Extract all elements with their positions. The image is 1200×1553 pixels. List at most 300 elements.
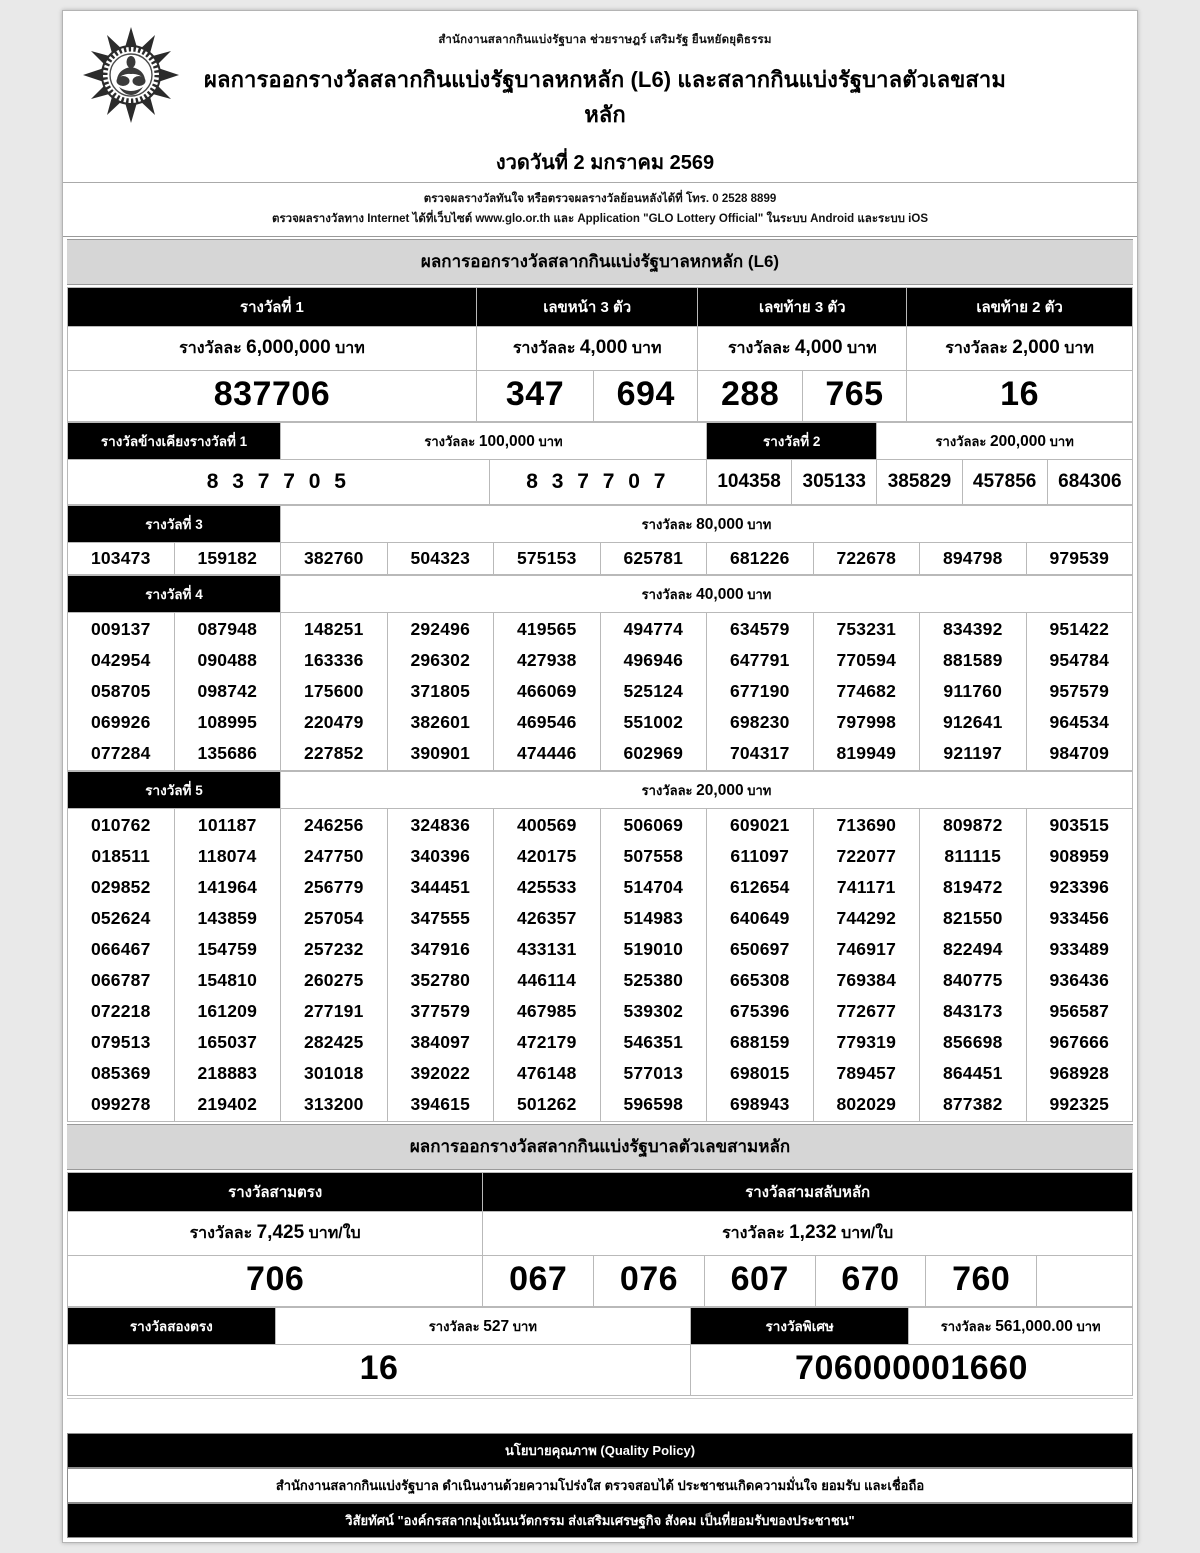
prize5-column bbox=[813, 809, 920, 1122]
prize4-number: 469546 bbox=[516, 712, 577, 733]
rate-prize3 bbox=[281, 506, 1133, 543]
prize4-number: 098742 bbox=[197, 681, 258, 702]
straight-number: 706 bbox=[68, 1256, 483, 1307]
prize5-number: 611097 bbox=[730, 846, 790, 867]
header-prize3: รางวัลที่ 3 bbox=[68, 506, 281, 543]
prize5-number: 446114 bbox=[517, 970, 577, 991]
policy-title: นโยบายคุณภาพ (Quality Policy) bbox=[67, 1433, 1133, 1468]
prize5-number: 722077 bbox=[836, 846, 897, 867]
prize3-number: 625781 bbox=[600, 543, 707, 575]
prize5-number: 257054 bbox=[303, 908, 364, 929]
prize3-table bbox=[67, 505, 1133, 575]
prize5-number: 340396 bbox=[410, 846, 471, 867]
prize5-number: 596598 bbox=[623, 1094, 684, 1115]
rate-adjacent-prize bbox=[281, 423, 707, 460]
prize4-number: 371805 bbox=[410, 681, 471, 702]
rate-amount: 80,000 bbox=[696, 515, 744, 533]
prize5-number: 257232 bbox=[303, 939, 364, 960]
prize4-number: 964534 bbox=[1049, 712, 1110, 733]
prize5-column bbox=[387, 809, 494, 1122]
rate-unit: บาท bbox=[512, 1318, 537, 1334]
prize3-number-row bbox=[68, 543, 1133, 575]
rate-prefix: รางวัลละ bbox=[428, 1318, 480, 1334]
prize5-number: 789457 bbox=[836, 1063, 897, 1084]
rate-unit: บาท/ใบ bbox=[841, 1225, 894, 1243]
adjacent-prize2-table bbox=[67, 422, 1133, 505]
prize5-number: 933456 bbox=[1049, 908, 1110, 929]
permutation-number: 076 bbox=[594, 1256, 705, 1307]
prize5-number: 324836 bbox=[410, 815, 471, 836]
prize5-number: 840775 bbox=[942, 970, 1003, 991]
prize4-number: 108995 bbox=[197, 712, 258, 733]
rate-unit: บาท bbox=[1076, 1318, 1101, 1334]
prize5-table bbox=[67, 771, 1133, 1122]
prize4-number: 647791 bbox=[729, 650, 790, 671]
prize5-number: 377579 bbox=[410, 1001, 471, 1022]
header-last3: เลขท้าย 3 ตัว bbox=[698, 288, 907, 327]
vision-statement: วิสัยทัศน์ "องค์กรสลากมุ่งเน้นนวัตกรรม ส่งเสริมเศรษฐกิจ สังคม เป็นที่ยอมรับของประชาชน" bbox=[67, 1503, 1133, 1538]
prize5-number: 772677 bbox=[836, 1001, 897, 1022]
contact-phone-line: ตรวจผลรางวัลทันใจ หรือตรวจผลรางวัลย้อนหลังได้ที่ โทร. 0 2528 8899 bbox=[423, 193, 777, 205]
prize4-column bbox=[387, 613, 494, 771]
rate-prefix: รางวัลละ bbox=[189, 1225, 253, 1243]
prize5-number: 301018 bbox=[303, 1063, 364, 1084]
prize5-number: 476148 bbox=[516, 1063, 577, 1084]
prize5-number: 010762 bbox=[90, 815, 151, 836]
prize5-number: 923396 bbox=[1049, 877, 1110, 898]
prize2-number: 305133 bbox=[792, 460, 877, 505]
prize3-number: 382760 bbox=[281, 543, 388, 575]
prize5-number: 467985 bbox=[516, 1001, 577, 1022]
prize5-number: 154759 bbox=[197, 939, 258, 960]
prize5-number: 260275 bbox=[303, 970, 364, 991]
prize5-number: 420175 bbox=[516, 846, 577, 867]
rate-last3 bbox=[698, 327, 907, 371]
rate-prefix: รางวัลละ bbox=[179, 340, 242, 358]
rate-amount: 100,000 bbox=[478, 432, 535, 450]
prize5-number: 525380 bbox=[623, 970, 684, 991]
prize5-number: 143859 bbox=[197, 908, 258, 929]
prize5-number: 472179 bbox=[516, 1032, 577, 1053]
prize5-number: 118074 bbox=[197, 846, 257, 867]
prize4-number: 042954 bbox=[90, 650, 151, 671]
prize4-number: 382601 bbox=[410, 712, 471, 733]
front3-number: 347 bbox=[476, 371, 593, 422]
quality-policy-footer bbox=[67, 1433, 1133, 1538]
rate-amount: 2,000 bbox=[1012, 337, 1060, 359]
contact-info bbox=[63, 183, 1137, 237]
prize5-number: 809872 bbox=[942, 815, 1003, 836]
rate-prize4 bbox=[281, 576, 1133, 613]
prize4-number: 220479 bbox=[303, 712, 364, 733]
rate-amount: 4,000 bbox=[794, 337, 843, 359]
prize4-number: 770594 bbox=[836, 650, 897, 671]
special-number: 706000001660 bbox=[691, 1345, 1133, 1396]
last3-number: 765 bbox=[802, 371, 906, 422]
permutation-number: 670 bbox=[815, 1256, 926, 1307]
header-adjacent-prize: รางวัลข้างเคียงรางวัลที่ 1 bbox=[68, 423, 281, 460]
rate-amount: 527 bbox=[483, 1317, 510, 1335]
prize5-number: 640649 bbox=[729, 908, 790, 929]
front3-number: 694 bbox=[594, 371, 698, 422]
prize5-number: 247750 bbox=[303, 846, 364, 867]
rate-amount: 20,000 bbox=[696, 781, 744, 799]
prize4-number: 634579 bbox=[729, 619, 790, 640]
prize5-number: 394615 bbox=[410, 1094, 471, 1115]
prize5-number: 675396 bbox=[729, 1001, 790, 1022]
header-special: รางวัลพิเศษ bbox=[691, 1308, 909, 1345]
prize5-number: 514983 bbox=[623, 908, 684, 929]
rate-unit: บาท bbox=[747, 516, 772, 532]
prize5-number: 779319 bbox=[836, 1032, 897, 1053]
prize2-number: 385829 bbox=[877, 460, 962, 505]
page-title: ผลการออกรางวัลสลากกินแบ่งรัฐบาลหกหลัก (L6) และสลากกินแบ่งรัฐบาลตัวเลขสามหลัก bbox=[204, 67, 1006, 127]
policy-body: สำนักงานสลากกินแบ่งรัฐบาล ดำเนินงานด้วยความโปร่งใส ตรวจสอบได้ ประชาชนเกิดความมั่นใจ ยอมรับ และเชื่อถือ bbox=[67, 1468, 1133, 1503]
prize4-number: 834392 bbox=[942, 619, 1003, 640]
prize4-number: 911760 bbox=[943, 681, 1003, 702]
prize4-number: 227852 bbox=[303, 743, 364, 764]
rate-prize2 bbox=[877, 423, 1133, 460]
rate-amount: 6,000,000 bbox=[246, 337, 331, 359]
prize5-number: 433131 bbox=[516, 939, 577, 960]
l6-section-title: ผลการออกรางวัลสลากกินแบ่งรัฐบาลหกหลัก (L6) bbox=[67, 239, 1133, 285]
prize3-number: 103473 bbox=[68, 543, 175, 575]
prize5-number: 577013 bbox=[623, 1063, 684, 1084]
prize4-number: 087948 bbox=[197, 619, 258, 640]
prize4-number: 698230 bbox=[729, 712, 790, 733]
adjacent-number: 8 3 7 7 0 7 bbox=[489, 460, 706, 505]
adjacent-prize2-number-row bbox=[68, 460, 1133, 505]
prize4-number: 009137 bbox=[90, 619, 151, 640]
rate-prefix: รางวัลละ bbox=[641, 586, 693, 602]
prize5-number: 392022 bbox=[410, 1063, 471, 1084]
prize4-column bbox=[707, 613, 814, 771]
rate-unit: บาท bbox=[846, 340, 877, 358]
header-prize2: รางวัลที่ 2 bbox=[706, 423, 876, 460]
rate-prefix: รางวัลละ bbox=[641, 516, 693, 532]
prize5-number: 650697 bbox=[729, 939, 790, 960]
rate-last2 bbox=[907, 327, 1133, 371]
prize5-column bbox=[494, 809, 601, 1122]
rate-straight bbox=[68, 1212, 483, 1256]
prize3-number: 159182 bbox=[174, 543, 281, 575]
prize5-number: 665308 bbox=[729, 970, 790, 991]
prize5-number: 066467 bbox=[90, 939, 151, 960]
prize5-number: 713690 bbox=[836, 815, 897, 836]
prize4-column bbox=[813, 613, 920, 771]
rate-unit: บาท bbox=[335, 340, 365, 358]
prize5-number: 141964 bbox=[197, 877, 258, 898]
prize5-number: 956587 bbox=[1049, 1001, 1110, 1022]
rate-prefix: รางวัลละ bbox=[727, 340, 791, 358]
prize5-number: 698015 bbox=[729, 1063, 790, 1084]
prize5-number: 313200 bbox=[303, 1094, 364, 1115]
prize5-number: 218883 bbox=[197, 1063, 258, 1084]
prize4-column bbox=[68, 613, 175, 771]
contact-internet-line: ตรวจผลรางวัลทาง Internet ได้ที่เว็บไซต์ www.glo.or.th และ Application "GLO Lottery Official" ในระบบ Android และระบบ iOS bbox=[271, 213, 928, 226]
rate-two-straight bbox=[275, 1308, 690, 1345]
prize4-number: 954784 bbox=[1049, 650, 1110, 671]
prize3-number: 575153 bbox=[494, 543, 601, 575]
l6-top-table bbox=[67, 287, 1133, 422]
prize5-number: 501262 bbox=[516, 1094, 577, 1115]
l3-number-row bbox=[68, 1256, 1133, 1307]
adjacent-number: 8 3 7 7 0 5 bbox=[68, 460, 490, 505]
prize5-number: 546351 bbox=[623, 1032, 684, 1053]
prize4-number-row bbox=[68, 613, 1133, 771]
l3-section-title: ผลการออกรางวัลสลากกินแบ่งรัฐบาลตัวเลขสามหลัก bbox=[67, 1124, 1133, 1170]
prize5-number: 992325 bbox=[1049, 1094, 1110, 1115]
prize4-number: 077284 bbox=[90, 743, 151, 764]
prize4-number: 175600 bbox=[303, 681, 364, 702]
first-prize-number: 837706 bbox=[68, 371, 477, 422]
prize5-column bbox=[174, 809, 281, 1122]
prize4-number: 090488 bbox=[197, 650, 258, 671]
prize4-number: 058705 bbox=[90, 681, 151, 702]
prize5-number: 864451 bbox=[942, 1063, 1003, 1084]
prize5-number: 802029 bbox=[836, 1094, 897, 1115]
l3-special-table bbox=[67, 1307, 1133, 1396]
prize5-number: 506069 bbox=[623, 815, 684, 836]
l3-special-header-row bbox=[68, 1308, 1133, 1345]
prize5-number: 968928 bbox=[1049, 1063, 1110, 1084]
prize4-column bbox=[494, 613, 601, 771]
prize4-number: 148251 bbox=[303, 619, 364, 640]
rate-unit: บาท bbox=[747, 782, 772, 798]
prize5-number: 347555 bbox=[410, 908, 471, 929]
prize5-number: 877382 bbox=[942, 1094, 1003, 1115]
prize5-number: 344451 bbox=[410, 877, 471, 898]
header-prize4: รางวัลที่ 4 bbox=[68, 576, 281, 613]
prize5-number: 539302 bbox=[623, 1001, 684, 1022]
prize2-number: 457856 bbox=[962, 460, 1047, 505]
prize4-number: 292496 bbox=[410, 619, 471, 640]
prize4-number: 951422 bbox=[1049, 619, 1110, 640]
prize5-number: 688159 bbox=[729, 1032, 790, 1053]
l3-table bbox=[67, 1172, 1133, 1307]
rate-prize5 bbox=[281, 772, 1133, 809]
rate-prefix: รางวัลละ bbox=[512, 340, 576, 358]
prize5-number: 352780 bbox=[410, 970, 471, 991]
prize5-number: 856698 bbox=[942, 1032, 1003, 1053]
header-two-straight: รางวัลสองตรง bbox=[68, 1308, 276, 1345]
prize5-number: 384097 bbox=[410, 1032, 471, 1053]
rate-prefix: รางวัลละ bbox=[424, 433, 476, 449]
prize4-number: 466069 bbox=[516, 681, 577, 702]
prize5-number: 933489 bbox=[1049, 939, 1110, 960]
prize4-number: 912641 bbox=[942, 712, 1003, 733]
prize5-number: 514704 bbox=[623, 877, 684, 898]
prize5-number: 425533 bbox=[516, 877, 577, 898]
prize5-number: 811115 bbox=[944, 846, 1002, 867]
rate-prefix: รางวัลละ bbox=[641, 782, 693, 798]
prize5-number: 612654 bbox=[729, 877, 790, 898]
prize4-number: 496946 bbox=[623, 650, 684, 671]
l3-header-row bbox=[68, 1173, 1133, 1212]
rate-special bbox=[909, 1308, 1133, 1345]
prize5-number: 072218 bbox=[90, 1001, 151, 1022]
prize5-number: 154810 bbox=[197, 970, 258, 991]
prize4-column bbox=[174, 613, 281, 771]
rate-amount: 200,000 bbox=[990, 432, 1047, 450]
prize4-number: 427938 bbox=[516, 650, 577, 671]
prize4-column bbox=[600, 613, 707, 771]
prize5-number: 085369 bbox=[90, 1063, 151, 1084]
prize3-header-row bbox=[68, 506, 1133, 543]
rate-unit: บาท bbox=[747, 586, 772, 602]
prize4-number: 753231 bbox=[836, 619, 897, 640]
prize3-number: 681226 bbox=[707, 543, 814, 575]
l6-top-number-row bbox=[68, 371, 1133, 422]
prize4-number: 390901 bbox=[410, 743, 471, 764]
sheet-header bbox=[63, 11, 1137, 183]
result-sheet bbox=[62, 10, 1138, 1543]
prize3-number: 504323 bbox=[387, 543, 494, 575]
header-permutation: รางวัลสามสลับหลัก bbox=[483, 1173, 1133, 1212]
prize4-column bbox=[281, 613, 388, 771]
permutation-number: 760 bbox=[926, 1256, 1037, 1307]
prize4-number: 474446 bbox=[516, 743, 577, 764]
prize5-number: 903515 bbox=[1049, 815, 1110, 836]
prize5-number: 741171 bbox=[836, 877, 896, 898]
header-last2: เลขท้าย 2 ตัว bbox=[907, 288, 1133, 327]
prize5-number: 029852 bbox=[90, 877, 151, 898]
rate-front3 bbox=[476, 327, 698, 371]
blank-area bbox=[67, 1398, 1133, 1433]
prize5-number: 609021 bbox=[729, 815, 790, 836]
prize5-number: 256779 bbox=[303, 877, 364, 898]
prize4-number: 419565 bbox=[516, 619, 577, 640]
prize4-number: 774682 bbox=[836, 681, 897, 702]
adjacent-prize2-header-row bbox=[68, 423, 1133, 460]
rate-unit: บาท/ใบ bbox=[308, 1225, 361, 1243]
rate-prefix: รางวัลละ bbox=[945, 340, 1008, 358]
header-first-prize: รางวัลที่ 1 bbox=[68, 288, 477, 327]
rate-prefix: รางวัลละ bbox=[940, 1318, 992, 1334]
prize5-number: 822494 bbox=[942, 939, 1003, 960]
permutation-number: 607 bbox=[704, 1256, 815, 1307]
prize5-number: 219402 bbox=[197, 1094, 258, 1115]
prize5-number: 967666 bbox=[1049, 1032, 1110, 1053]
prize5-number: 843173 bbox=[942, 1001, 1003, 1022]
prize5-number: 769384 bbox=[836, 970, 897, 991]
last3-number: 288 bbox=[698, 371, 802, 422]
l6-top-header-row bbox=[68, 288, 1133, 327]
prize5-number-row bbox=[68, 809, 1133, 1122]
rate-unit: บาท bbox=[631, 340, 662, 358]
l3-special-number-row bbox=[68, 1345, 1133, 1396]
prize4-number: 819949 bbox=[836, 743, 897, 764]
prize5-column bbox=[1026, 809, 1133, 1122]
prize5-number: 165037 bbox=[197, 1032, 258, 1053]
prize4-number: 069926 bbox=[90, 712, 151, 733]
header-straight: รางวัลสามตรง bbox=[68, 1173, 483, 1212]
header-prize5: รางวัลที่ 5 bbox=[68, 772, 281, 809]
prize5-number: 101187 bbox=[197, 815, 257, 836]
two-straight-number: 16 bbox=[68, 1345, 691, 1396]
permutation-number: 067 bbox=[483, 1256, 594, 1307]
prize5-column bbox=[281, 809, 388, 1122]
draw-date: งวดวันที่ 2 มกราคม 2569 bbox=[495, 152, 715, 174]
prize5-number: 821550 bbox=[942, 908, 1003, 929]
prize5-column bbox=[68, 809, 175, 1122]
prize5-number: 400569 bbox=[516, 815, 577, 836]
prize3-number: 979539 bbox=[1026, 543, 1133, 575]
prize4-number: 163336 bbox=[303, 650, 364, 671]
prize5-number: 277191 bbox=[303, 1001, 364, 1022]
prize3-number: 894798 bbox=[920, 543, 1027, 575]
prize4-number: 984709 bbox=[1049, 743, 1110, 764]
org-motto: สำนักงานสลากกินแบ่งรัฐบาล ช่วยราษฎร์ เสริมรัฐ ยืนหยัดยุติธรรม bbox=[438, 34, 772, 46]
prize5-number: 161209 bbox=[197, 1001, 258, 1022]
prize4-number: 677190 bbox=[729, 681, 790, 702]
prize2-number: 684306 bbox=[1047, 460, 1132, 505]
prize5-number: 936436 bbox=[1049, 970, 1110, 991]
prize5-number: 018511 bbox=[91, 846, 151, 867]
prize4-table bbox=[67, 575, 1133, 771]
prize5-number: 246256 bbox=[303, 815, 364, 836]
prize4-number: 135686 bbox=[197, 743, 258, 764]
prize4-number: 602969 bbox=[623, 743, 684, 764]
rate-permutation bbox=[483, 1212, 1133, 1256]
rate-amount: 1,232 bbox=[789, 1222, 837, 1244]
prize5-number: 079513 bbox=[90, 1032, 151, 1053]
rate-unit: บาท bbox=[1064, 340, 1094, 358]
prize5-number: 908959 bbox=[1049, 846, 1110, 867]
prize5-number: 052624 bbox=[90, 908, 151, 929]
prize5-number: 426357 bbox=[516, 908, 577, 929]
prize4-number: 797998 bbox=[836, 712, 897, 733]
prize5-number: 282425 bbox=[303, 1032, 364, 1053]
prize5-number: 698943 bbox=[729, 1094, 790, 1115]
prize5-number: 066787 bbox=[90, 970, 151, 991]
rate-prefix: รางวัลละ bbox=[935, 433, 987, 449]
prize5-number: 819472 bbox=[942, 877, 1003, 898]
rate-amount: 4,000 bbox=[579, 337, 628, 359]
rate-amount: 40,000 bbox=[696, 585, 744, 603]
permutation-number-empty bbox=[1037, 1256, 1133, 1307]
rate-prefix: รางวัลละ bbox=[722, 1225, 785, 1243]
prize5-number: 519010 bbox=[623, 939, 684, 960]
last2-number: 16 bbox=[907, 371, 1133, 422]
prize5-number: 099278 bbox=[90, 1094, 151, 1115]
header-front3: เลขหน้า 3 ตัว bbox=[476, 288, 698, 327]
prize4-column bbox=[920, 613, 1027, 771]
prize5-header-row bbox=[68, 772, 1133, 809]
glo-emblem-icon bbox=[71, 17, 191, 125]
l6-top-rate-row bbox=[68, 327, 1133, 371]
prize5-column bbox=[600, 809, 707, 1122]
l3-rate-row bbox=[68, 1212, 1133, 1256]
prize3-number: 722678 bbox=[813, 543, 920, 575]
rate-unit: บาท bbox=[538, 433, 563, 449]
prize4-number: 921197 bbox=[943, 743, 1003, 764]
prize4-number: 704317 bbox=[729, 743, 790, 764]
prize4-number: 551002 bbox=[623, 712, 684, 733]
prize4-header-row bbox=[68, 576, 1133, 613]
prize5-number: 746917 bbox=[836, 939, 897, 960]
prize5-column bbox=[920, 809, 1027, 1122]
rate-unit: บาท bbox=[1049, 433, 1074, 449]
prize4-number: 881589 bbox=[942, 650, 1003, 671]
prize4-number: 494774 bbox=[623, 619, 684, 640]
prize5-number: 347916 bbox=[410, 939, 471, 960]
prize4-number: 525124 bbox=[623, 681, 684, 702]
prize4-column bbox=[1026, 613, 1133, 771]
rate-first-prize bbox=[68, 327, 477, 371]
prize5-number: 507558 bbox=[623, 846, 684, 867]
prize2-number: 104358 bbox=[706, 460, 791, 505]
